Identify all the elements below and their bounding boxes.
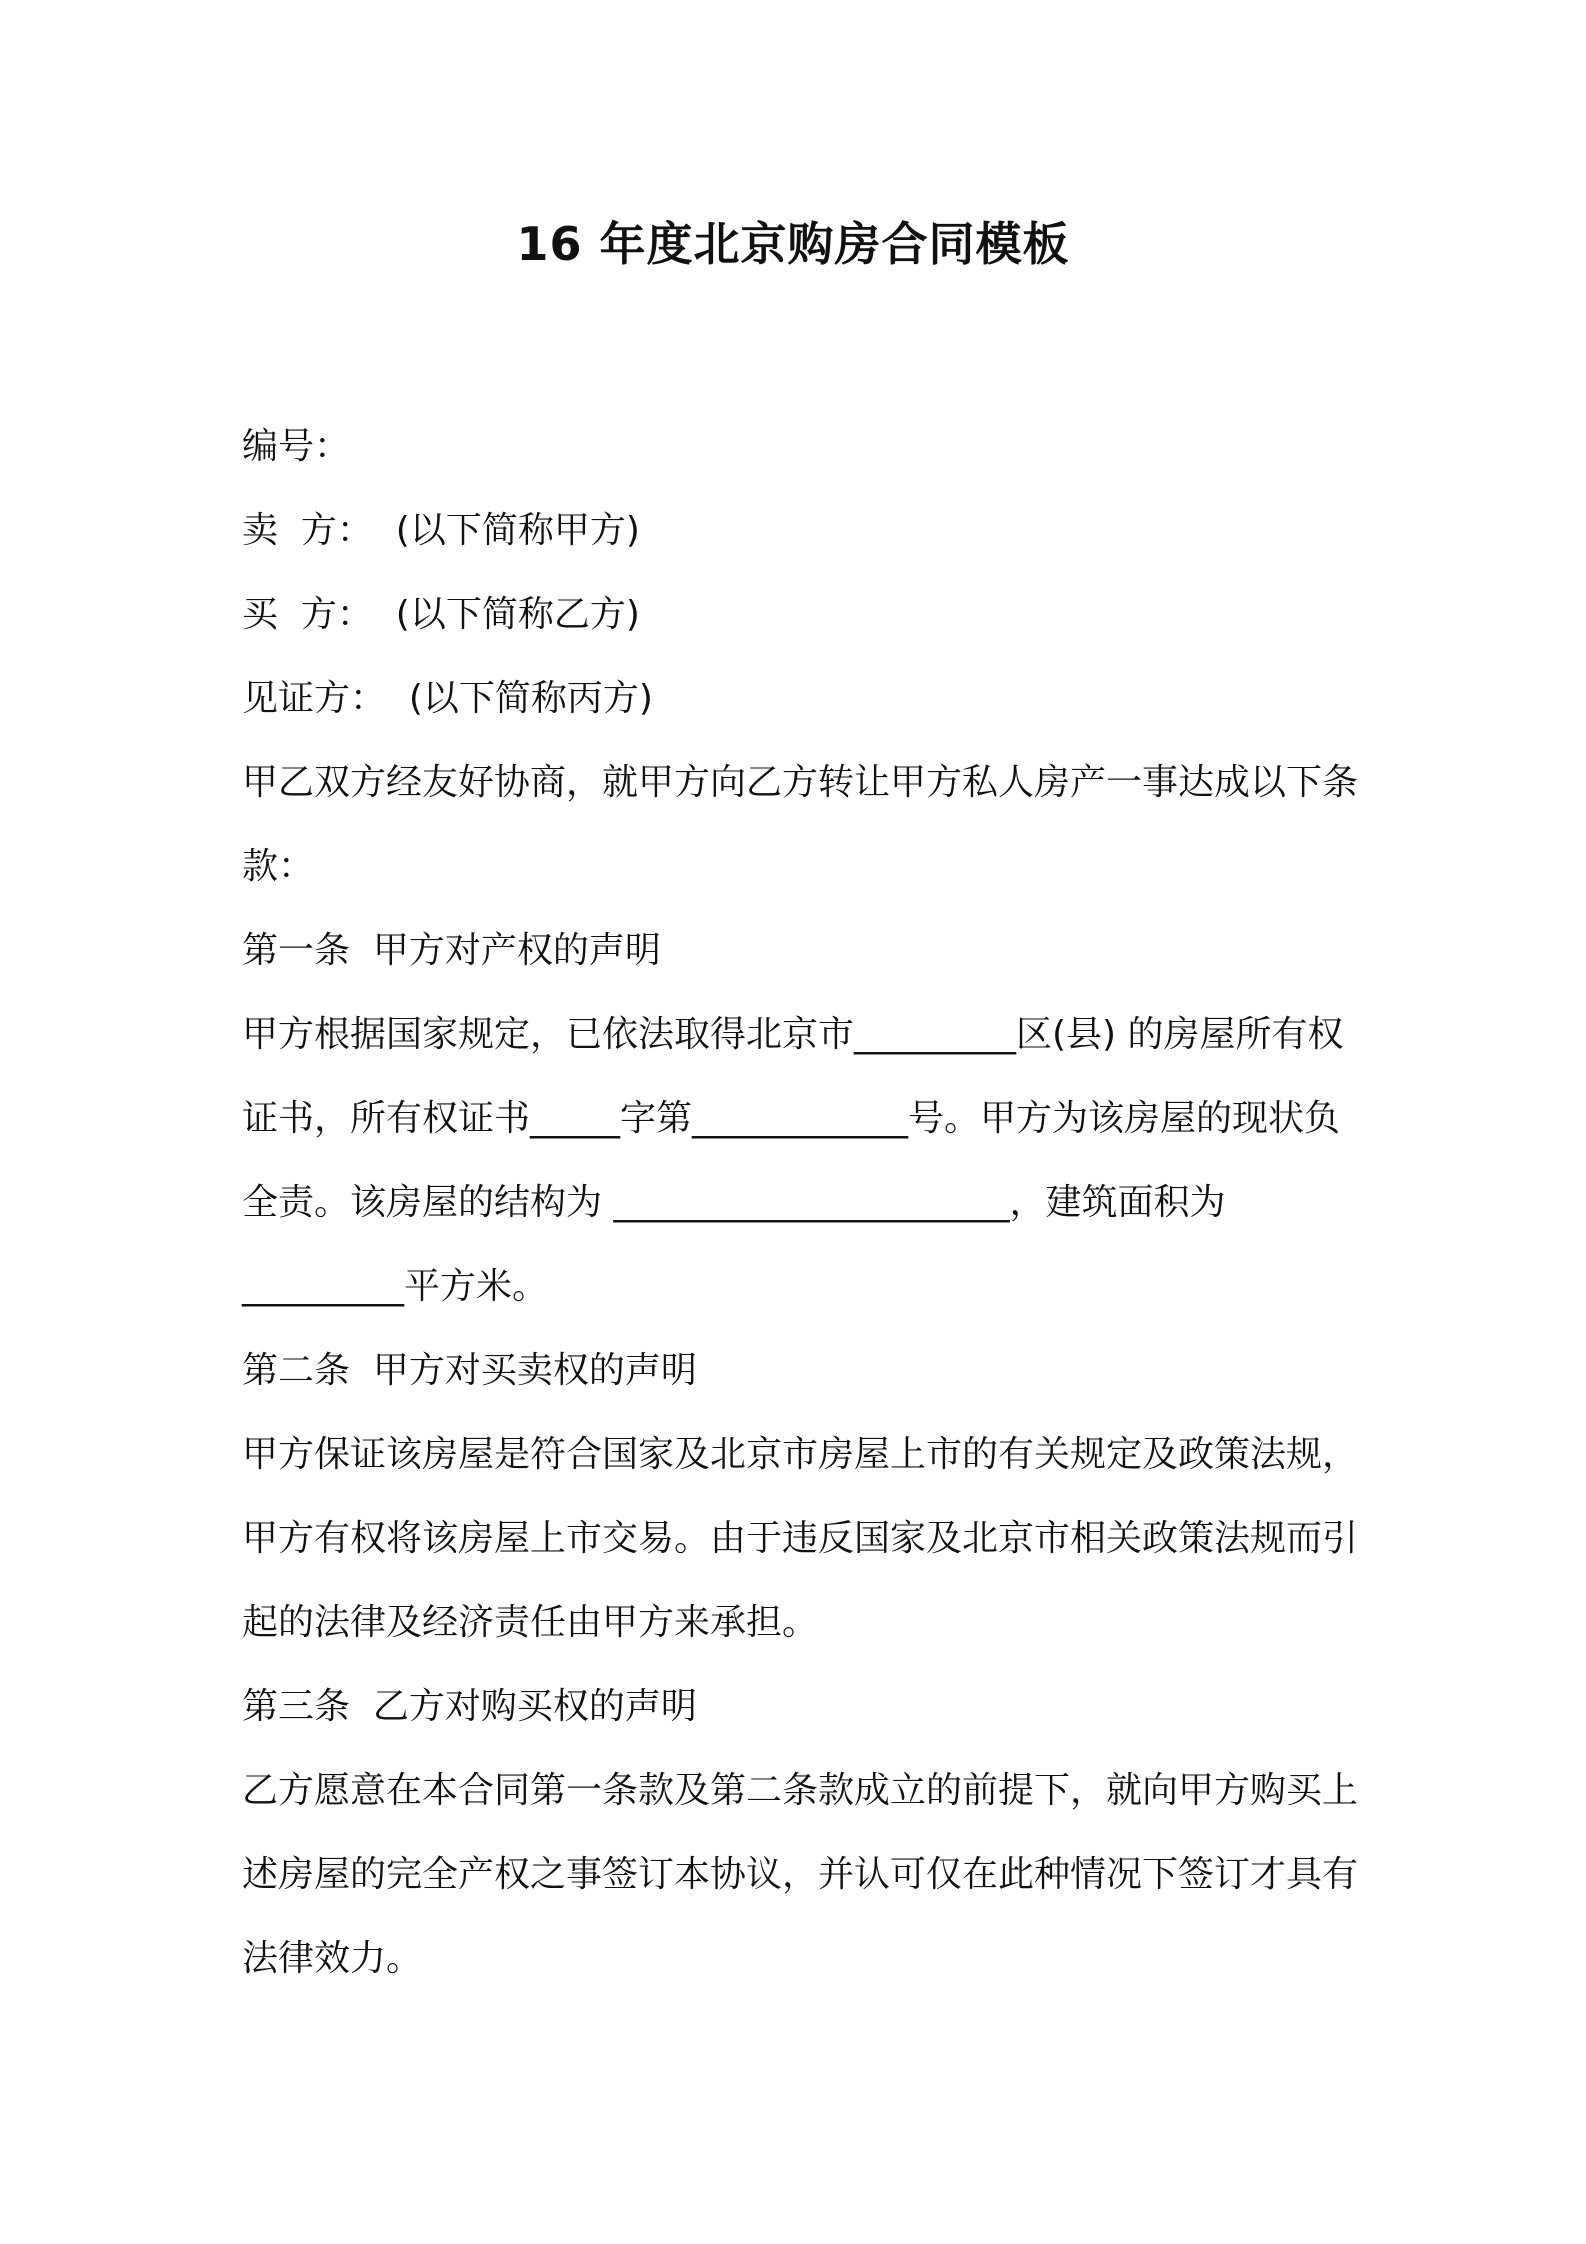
document-body <box>242 405 1362 2001</box>
article-2-body: 甲方保证该房屋是符合国家及北京市房屋上市的有关规定及政策法规，甲方有权将该房屋上市交易。由于违反国家及北京市相关政策法规而引起的法律及经济责任由甲方来承担。 <box>242 1434 1359 1643</box>
buyer-field: 买 方： (以下简称乙方) <box>242 594 640 635</box>
article-1-heading: 第一条 甲方对产权的声明 <box>242 930 661 971</box>
intro-paragraph: 甲乙双方经友好协商，就甲方向乙方转让甲方私人房产一事达成以下条款： <box>242 762 1359 887</box>
article-3-heading: 第三条 乙方对购买权的声明 <box>242 1686 697 1727</box>
article-1-body: 甲方根据国家规定，已依法取得北京市_________区(县) 的房屋所有权证书，所有权证书_____字第____________号。甲方为该房屋的现状负全责。该房屋的结构为 ______________________，建筑面积为_________平方米。 <box>242 1014 1344 1307</box>
document-title: 16 年度北京购房合同模板 <box>516 217 1070 271</box>
witness-field: 见证方： (以下简称丙方) <box>242 678 653 719</box>
seller-field: 卖 方： (以下简称甲方) <box>242 510 640 551</box>
article-3-body: 乙方愿意在本合同第一条款及第二条款成立的前提下，就向甲方购买上述房屋的完全产权之事签订本协议，并认可仅在此种情况下签订才具有法律效力。 <box>242 1770 1359 1979</box>
article-2-heading: 第二条 甲方对买卖权的声明 <box>242 1350 697 1391</box>
contract-number-field: 编号： <box>242 426 351 467</box>
